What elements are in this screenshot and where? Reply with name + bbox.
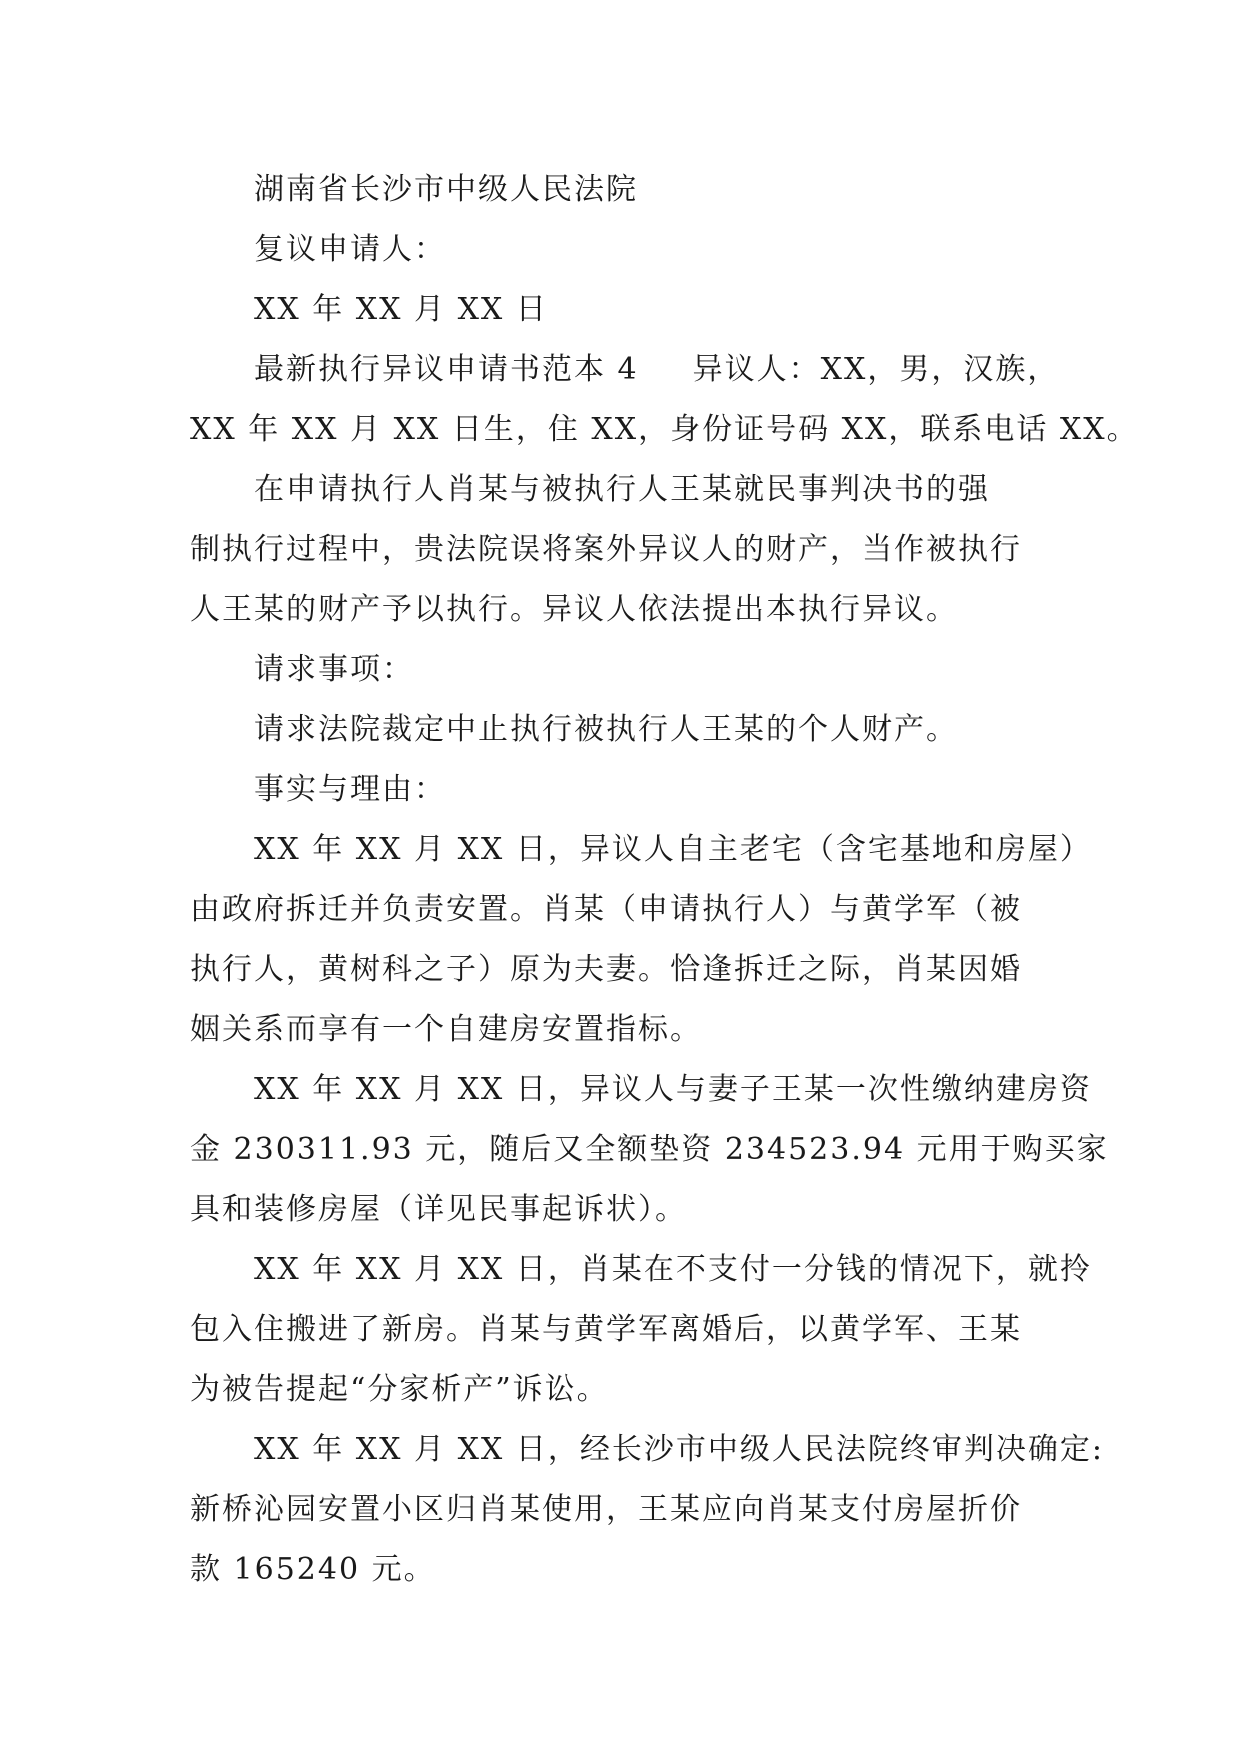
court-name: 湖南省长沙市中级人民法院 (254, 172, 638, 207)
paragraph-text: 包入住搬进了新房。肖某与黄学军离婚后，以黄学军、王某 (190, 1312, 1022, 1347)
paragraph-text: 请求法院裁定中止执行被执行人王某的个人财产。 (254, 712, 958, 747)
paragraph-line (190, 820, 1092, 880)
paragraph-line (190, 1120, 1109, 1180)
paragraph-line (190, 940, 1060, 1000)
objector-intro: 异议人：XX，男，汉族， (692, 352, 1060, 387)
paragraph-line (190, 1420, 1104, 1480)
objector-details: XX 年 XX 月 XX 日生，住 XX，身份证号码 XX，联系电话 XX。 (190, 412, 1139, 447)
paragraph-line (190, 580, 1060, 640)
paragraph-text: 在申请执行人肖某与被执行人王某就民事判决书的强 (254, 472, 990, 507)
paragraph-text: XX 年 XX 月 XX 日，肖某在不支付一分钱的情况下，就拎 (254, 1252, 1092, 1287)
applicant-line (190, 220, 1060, 280)
paragraph-line (190, 1060, 1092, 1120)
template-title: 最新执行异议申请书范本 4 (254, 352, 639, 387)
paragraph-line (190, 1540, 1060, 1600)
paragraph-line (190, 520, 1060, 580)
paragraph-line (190, 700, 1060, 760)
paragraph-text: 制执行过程中，贵法院误将案外异议人的财产，当作被执行 (190, 532, 1022, 567)
objector-details-line (190, 400, 1139, 460)
template-title-line (190, 340, 1060, 400)
paragraph-text: XX 年 XX 月 XX 日，经长沙市中级人民法院终审判决确定: (254, 1432, 1104, 1467)
paragraph-line (190, 1240, 1092, 1300)
section-heading-requests: 请求事项： (254, 652, 414, 687)
court-name-line (190, 160, 1060, 220)
paragraph-line (190, 880, 1060, 940)
paragraph-line (190, 460, 1060, 520)
paragraph-text: 姻关系而享有一个自建房安置指标。 (190, 1012, 702, 1047)
paragraph-text: 款 165240 元。 (190, 1552, 436, 1587)
paragraph-text: 由政府拆迁并负责安置。肖某（申请执行人）与黄学军（被 (190, 892, 1022, 927)
paragraph-text: 人王某的财产予以执行。异议人依法提出本执行异议。 (190, 592, 958, 627)
paragraph-text: 执行人，黄树科之子）原为夫妻。恰逢拆迁之际，肖某因婚 (190, 952, 1022, 987)
applicant-label: 复议申请人： (254, 232, 446, 267)
paragraph-line (190, 1300, 1060, 1360)
date-line (190, 280, 1060, 340)
paragraph-text: 金 230311.93 元，随后又全额垫资 234523.94 元用于购买家 (190, 1132, 1109, 1167)
section-heading-line (190, 640, 1060, 700)
document-body (190, 160, 1139, 1600)
paragraph-line (190, 1480, 1060, 1540)
paragraph-line (190, 1000, 1060, 1060)
paragraph-text: 新桥沁园安置小区归肖某使用，王某应向肖某支付房屋折价 (190, 1492, 1022, 1527)
paragraph-line (190, 1360, 1060, 1420)
date-text: XX 年 XX 月 XX 日 (254, 292, 548, 327)
paragraph-text: 具和装修房屋（详见民事起诉状）。 (190, 1192, 687, 1227)
section-heading-facts: 事实与理由： (254, 772, 446, 807)
paragraph-text: 为被告提起“分家析产”诉讼。 (190, 1372, 609, 1407)
section-heading-line (190, 760, 1060, 820)
paragraph-text: XX 年 XX 月 XX 日，异议人自主老宅（含宅基地和房屋） (254, 832, 1092, 867)
paragraph-line (190, 1180, 1060, 1240)
paragraph-text: XX 年 XX 月 XX 日，异议人与妻子王某一次性缴纳建房资 (254, 1072, 1092, 1107)
